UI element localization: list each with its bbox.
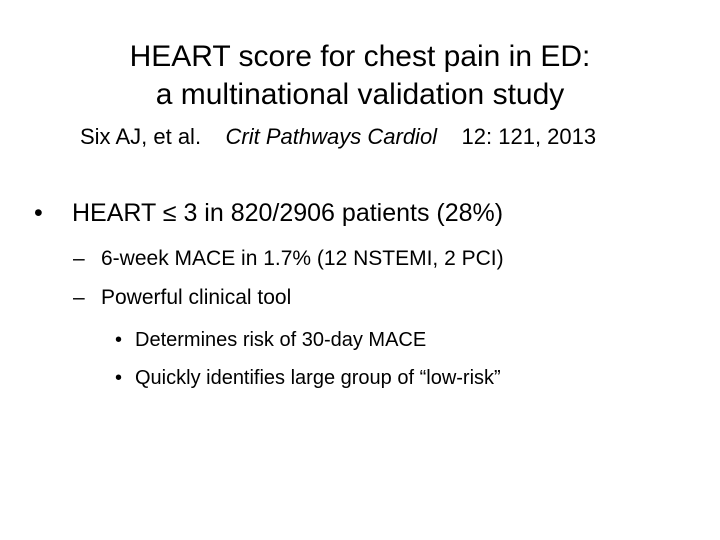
citation-reference: 12: 121, 2013 xyxy=(461,124,597,149)
title-line-2: a multinational validation study xyxy=(155,78,565,111)
bullet-text: Quickly identifies large group of “low-risk” xyxy=(135,367,501,389)
bullet-marker: • xyxy=(115,329,123,351)
bullet-marker: • xyxy=(34,199,43,227)
dash-marker: – xyxy=(73,247,85,270)
title-line-1: HEART score for chest pain in ED: xyxy=(129,40,591,73)
citation-journal: Crit Pathways Cardiol xyxy=(225,124,438,149)
bullet-level1 xyxy=(34,197,503,229)
bullet-text: HEART ≤ 3 in 820/2906 patients (28%) xyxy=(72,199,504,227)
bullet-level3 xyxy=(115,365,501,391)
bullet-marker: • xyxy=(115,367,123,389)
bullet-text: Determines risk of 30-day MACE xyxy=(135,329,427,351)
bullet-level2 xyxy=(73,284,291,312)
dash-marker: – xyxy=(73,286,85,309)
bullet-text: Powerful clinical tool xyxy=(101,286,292,309)
bullet-level3 xyxy=(115,327,426,353)
bullet-text: 6-week MACE in 1.7% (12 NSTEMI, 2 PCI) xyxy=(101,247,504,270)
bullet-level2 xyxy=(73,245,504,273)
citation-authors: Six AJ, et al. xyxy=(80,124,202,149)
